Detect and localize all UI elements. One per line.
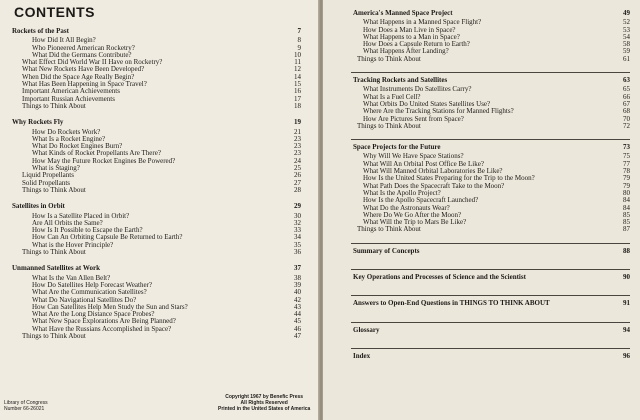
toc-entry-title: What Is a Fuel Cell? [363,92,421,101]
section-heading [351,10,630,17]
section-heading [351,353,630,360]
section-title: Index [353,351,371,360]
section-divider [351,295,630,296]
toc-entry-title: What Is a Rocket Engine? [32,134,106,143]
section-heading [351,327,630,334]
copyright-line-2: All Rights Reserved [240,400,288,406]
toc-entry-title: How Can An Orbiting Capsule Be Returned to Earth? [32,233,183,242]
copyright-notice [218,394,310,412]
toc-entry [12,333,301,340]
toc-entry-page: 87 [623,225,630,234]
toc-entry-title: How Does a Man Live in Space? [363,25,456,34]
toc-entry-page: 39 [294,280,301,289]
toc-entry-title: What Do Navigational Satellites Do? [32,295,137,304]
section-heading [351,144,630,151]
toc-entry-title: What Has Been Happening in Space Travel? [22,80,147,89]
toc-entry-page: 23 [294,149,301,158]
toc-entry-page: 28 [294,185,301,194]
section-page-number: 63 [623,76,630,85]
toc-entry-title: How Do Satellites Help Forecast Weather? [32,280,153,289]
section-page-number: 37 [294,264,301,273]
toc-entry-page: 58 [623,40,630,49]
toc-entry-page: 17 [294,94,301,103]
toc-entry-title: What Did the Germans Contribute? [32,50,132,59]
section-title: Unmanned Satellites at Work [12,264,100,273]
toc-section [351,72,630,130]
toc-entry-page: 80 [623,188,630,197]
toc-entry [351,123,630,130]
section-page-number: 90 [623,273,630,282]
toc-entry-page: 11 [294,58,301,67]
toc-entry-page: 34 [294,233,301,242]
toc-entry-page: 52 [623,18,630,27]
toc-entry-title: What Are the Communication Satellites? [32,288,147,297]
toc-entry-title: Important American Achievements [22,87,120,96]
toc-entry-page: 67 [623,99,630,108]
toc-entry-title: What Happens After Landing? [363,47,449,56]
section-divider [351,348,630,349]
toc-entry-title: What is the Hover Principle? [32,240,114,249]
toc-entry-page: 85 [623,210,630,219]
toc-section [351,322,630,334]
left-page [0,0,319,420]
toc-entry-page: 65 [623,85,630,94]
toc-entry-page: 9 [297,43,301,52]
section-page-number: 94 [623,325,630,334]
section-page-number: 19 [294,118,301,127]
toc-entry-page: 35 [294,240,301,249]
toc-entry-page: 79 [623,181,630,190]
toc-entry-page: 75 [623,152,630,161]
section-heading [351,300,630,307]
toc-entry-title: How Are Pictures Sent from Space? [363,114,464,123]
toc-entry-page: 84 [623,196,630,205]
section-page-number: 29 [294,202,301,211]
toc-entry-title: What Effect Did World War II Have on Rocketry? [22,58,163,67]
section-page-number: 96 [623,351,630,360]
toc-entry-page: 12 [294,65,301,74]
toc-entry-title: What Do Rocket Engines Burn? [32,142,123,151]
toc-entry-title: What Will the Trip to Mars Be Like? [363,218,467,227]
toc-entry-page: 47 [294,331,301,340]
section-page-number: 7 [297,27,301,35]
section-title: Glossary [353,325,380,334]
toc-entry-title: What Kinds of Rocket Propellants Are There? [32,149,161,158]
contents-title: CONTENTS [14,4,95,20]
toc-section [351,139,630,234]
toc-entry-title: Things to Think About [357,54,421,63]
toc-entry-title: How Did It All Begin? [32,36,96,45]
section-title: Satellites in Orbit [12,202,65,211]
toc-entry-title: Who Pioneered American Rocketry? [32,43,135,52]
toc-entry-title: What New Space Explorations Are Being Planned? [32,317,176,326]
toc-entry-page: 68 [623,107,630,116]
section-divider [351,139,630,140]
section-heading [351,274,630,281]
toc-entry [351,56,630,63]
toc-entry-title: What Happens in a Manned Space Flight? [363,18,482,27]
toc-entry-page: 54 [623,32,630,41]
section-title: Answers to Open-End Questions in THINGS TO THINK ABOUT [353,299,550,308]
section-divider [351,243,630,244]
toc-entry-page: 59 [623,47,630,56]
section-heading [12,28,301,35]
section-divider [351,72,630,73]
toc-entry-title: Where Are the Tracking Stations for Manned Flights? [363,107,514,116]
toc-section [12,203,301,256]
right-toc [351,10,630,360]
section-heading [351,77,630,84]
toc-entry-page: 8 [297,36,301,45]
section-heading [12,119,301,126]
toc-entry-title: How Can Satellites Help Men Study the Sun and Stars? [32,302,188,311]
toc-entry-title: Things to Think About [22,101,86,110]
toc-entry-page: 42 [294,295,301,304]
toc-entry-title: What Happens to a Man in Space? [363,32,460,41]
toc-entry-page: 84 [623,203,630,212]
toc-entry-page: 18 [294,101,301,110]
toc-entry-page: 66 [623,92,630,101]
toc-entry-page: 36 [294,248,301,257]
toc-entry-page: 27 [294,178,301,187]
toc-entry-page: 85 [623,218,630,227]
toc-entry-page: 78 [623,167,630,176]
toc-entry-page: 46 [294,324,301,333]
toc-entry-page: 15 [294,80,301,89]
toc-entry-title: Are All Orbits the Same? [32,218,103,227]
toc-section [12,119,301,194]
toc-entry-page: 33 [294,226,301,235]
toc-entry-title: Important Russian Achievements [22,94,115,103]
toc-entry [12,249,301,256]
toc-entry-page: 23 [294,134,301,143]
library-of-congress-note [4,400,48,412]
toc-entry-title: What Do the Astronauts Wear? [363,203,450,212]
toc-entry-page: 70 [623,114,630,123]
toc-entry [12,187,301,194]
toc-entry-title: Solid Propellants [22,178,71,187]
toc-section [351,269,630,281]
toc-entry-page: 25 [294,164,301,173]
section-title: Summary of Concepts [353,246,420,255]
toc-entry-page: 26 [294,171,301,180]
toc-entry-page: 14 [294,72,301,81]
section-title: America's Manned Space Project [353,9,453,17]
right-page [323,0,640,420]
library-line-2: Number 66-26021 [4,406,45,412]
section-page-number: 91 [623,299,630,308]
toc-entry-title: What Is the Apollo Project? [363,188,441,197]
toc-section [351,10,630,63]
toc-entry-page: 72 [623,121,630,130]
section-title: Key Operations and Processes of Science and the Scientist [353,273,526,282]
toc-entry-page: 43 [294,302,301,311]
toc-entry-page: 53 [623,25,630,34]
toc-entry-page: 10 [294,50,301,59]
section-title: Rockets of the Past [12,27,69,35]
toc-entry-title: How Is the Apollo Spacecraft Launched? [363,196,479,205]
toc-entry-title: What Will Manned Orbital Laboratories Be Like? [363,167,503,176]
toc-entry-page: 23 [294,142,301,151]
toc-entry-title: Liquid Propellants [22,171,74,180]
toc-entry-title: How May the Future Rocket Engines Be Powered? [32,156,176,165]
toc-entry-title: Things to Think About [22,331,86,340]
section-page-number: 49 [623,9,630,17]
toc-entry-title: How Is It Possible to Escape the Earth? [32,226,143,235]
left-toc [12,28,301,340]
toc-entry [12,103,301,110]
toc-entry-title: What is Staging? [32,164,80,173]
toc-entry-page: 24 [294,156,301,165]
toc-entry-title: How Do Rockets Work? [32,127,101,136]
toc-entry-title: When Did the Space Age Really Begin? [22,72,135,81]
toc-entry-page: 16 [294,87,301,96]
toc-entry [351,226,630,233]
toc-entry-title: Why Will We Have Space Stations? [363,152,464,161]
toc-entry-title: How Is a Satellite Placed in Orbit? [32,211,130,220]
toc-entry-title: How Is the United States Preparing for the Trip to the Moon? [363,174,535,183]
toc-entry-title: Things to Think About [357,225,421,234]
toc-entry-title: Things to Think About [22,185,86,194]
toc-entry-page: 32 [294,218,301,227]
toc-entry-title: What Will An Orbital Post Office Be Like? [363,159,484,168]
toc-entry-title: What Is the Van Allen Belt? [32,273,111,282]
toc-entry-page: 45 [294,317,301,326]
toc-entry-title: What Instruments Do Satellites Carry? [363,85,472,94]
toc-entry-title: Where Do We Go After the Moon? [363,210,462,219]
toc-entry-title: Things to Think About [357,121,421,130]
library-line-1: Library of Congress [4,400,48,406]
toc-entry-title: Things to Think About [22,248,86,257]
copyright-line-1: Copyright 1967 by Benefic Press [225,394,304,400]
section-divider [351,269,630,270]
toc-entry-page: 30 [294,211,301,220]
toc-entry-page: 44 [294,310,301,319]
toc-entry-title: What Path Does the Spacecraft Take to the Moon? [363,181,505,190]
copyright-line-3: Printed in the United States of America [218,406,311,412]
toc-entry-page: 40 [294,288,301,297]
section-heading [12,265,301,272]
toc-entry-title: How Does a Capsule Return to Earth? [363,40,470,49]
toc-entry-title: What Have the Russians Accomplished in Space? [32,324,172,333]
section-title: Why Rockets Fly [12,118,64,127]
toc-section [351,295,630,307]
toc-entry-title: What Orbits Do United States Satellites Use? [363,99,491,108]
toc-entry-page: 38 [294,273,301,282]
section-page-number: 73 [623,143,630,152]
section-divider [351,322,630,323]
toc-entry-page: 61 [623,54,630,63]
section-title: Tracking Rockets and Satellites [353,76,448,85]
toc-section [12,265,301,340]
section-heading [351,248,630,255]
toc-entry-title: What Are the Long Distance Space Probes? [32,310,155,319]
toc-entry-page: 77 [623,159,630,168]
toc-section [12,28,301,110]
section-heading [12,203,301,210]
toc-entry-title: What New Rockets Have Been Developed? [22,65,145,74]
toc-section [351,243,630,255]
section-page-number: 88 [623,246,630,255]
toc-entry-page: 79 [623,174,630,183]
toc-entry-page: 21 [294,127,301,136]
section-title: Space Projects for the Future [353,143,441,152]
toc-section [351,348,630,360]
